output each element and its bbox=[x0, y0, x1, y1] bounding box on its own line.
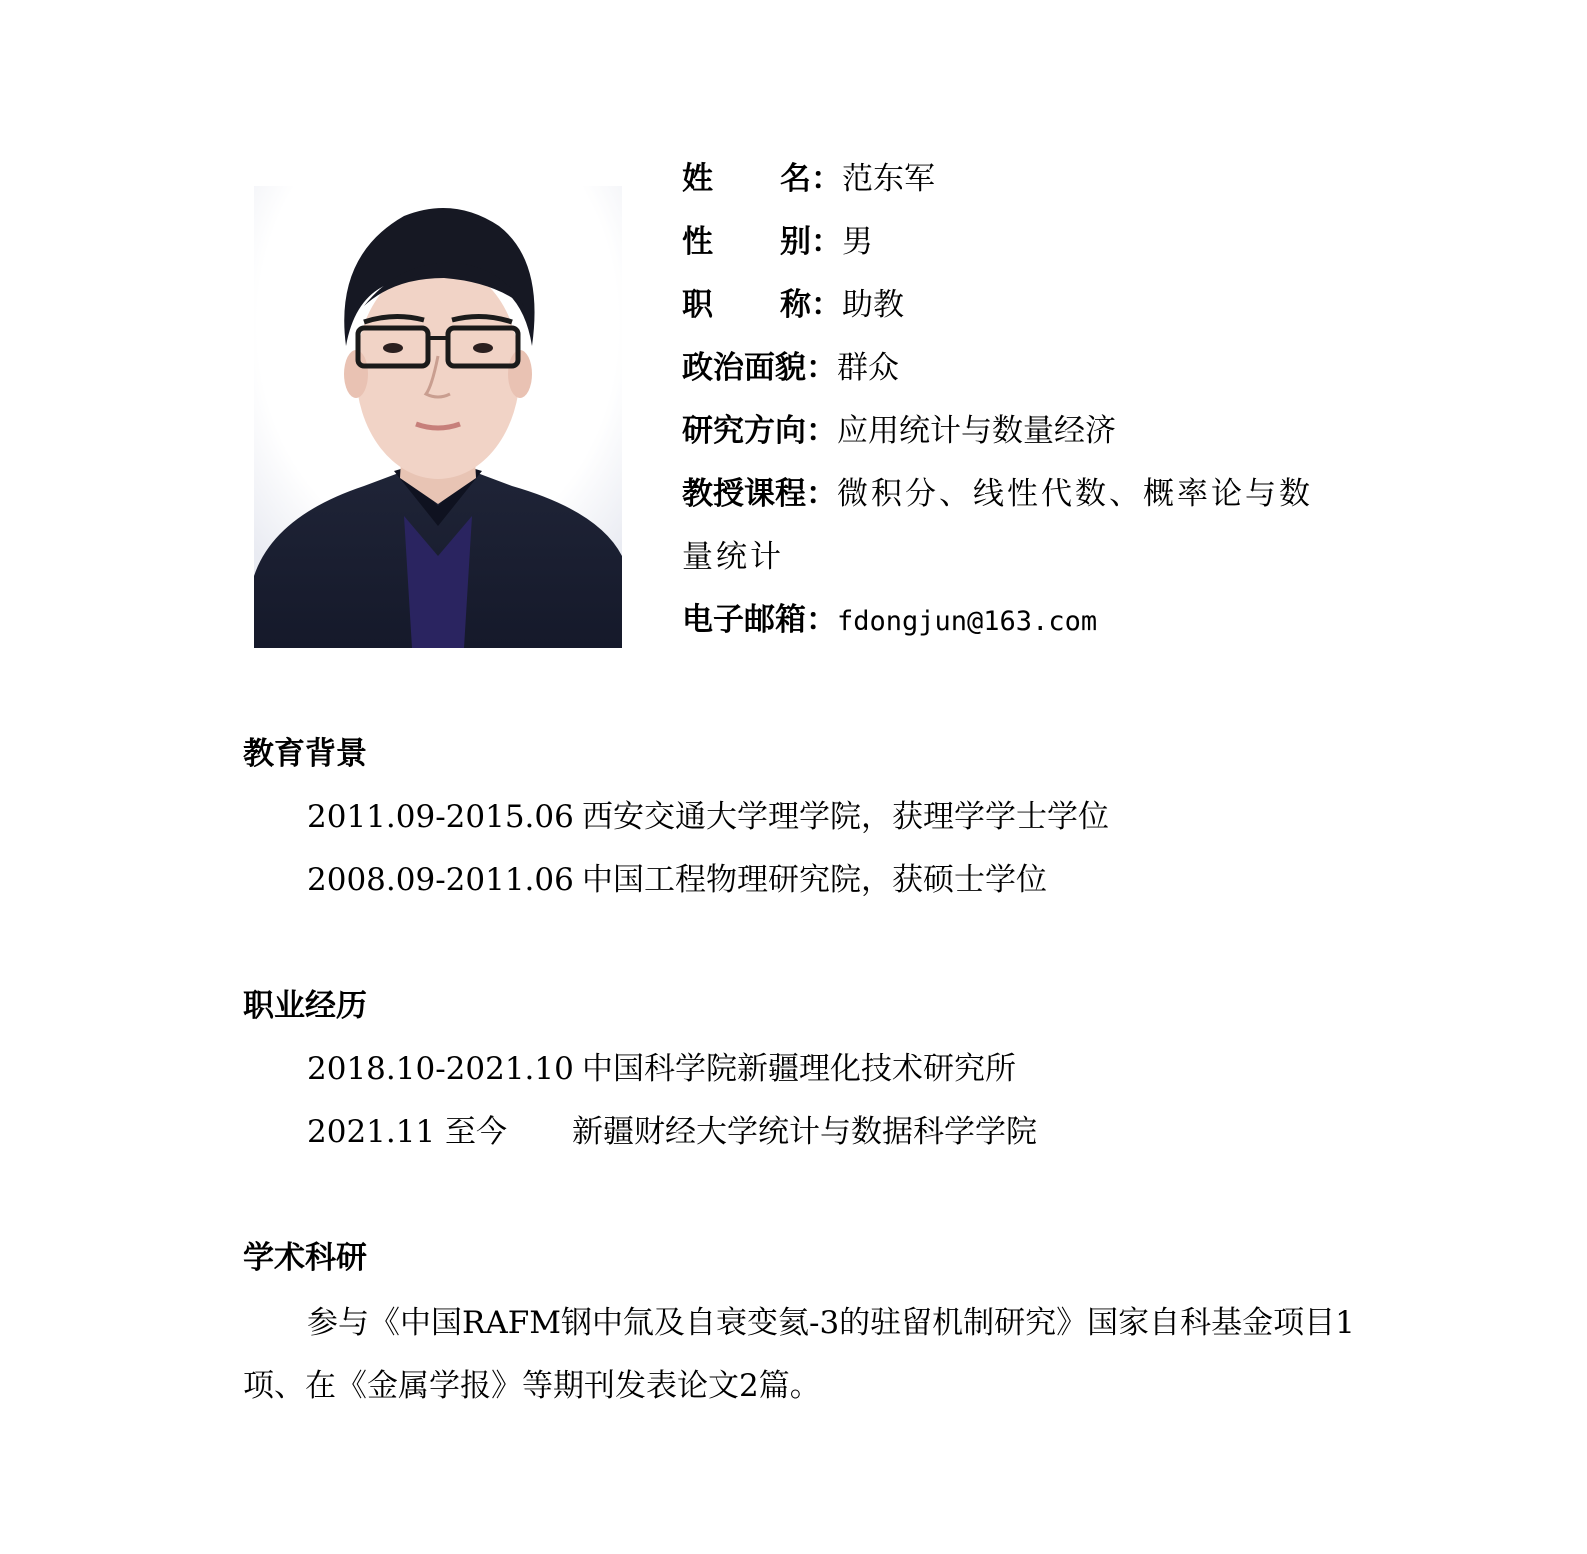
email-row bbox=[682, 589, 1332, 653]
job-title-value: 助教 bbox=[842, 287, 904, 323]
courses-row bbox=[682, 463, 1332, 589]
career-title: 职业经历 bbox=[243, 988, 367, 1024]
research-title: 学术科研 bbox=[243, 1240, 367, 1276]
name-row bbox=[682, 148, 1332, 211]
courses-label: 教授课程： bbox=[682, 476, 837, 512]
email-label: 电子邮箱： bbox=[682, 602, 837, 638]
courses-value: 微积分、线性代数、概率论与数量统计 bbox=[682, 476, 1313, 575]
research-direction-value: 应用统计与数量经济 bbox=[837, 413, 1116, 449]
gender-row bbox=[682, 211, 1332, 274]
political-label: 政治面貌： bbox=[682, 350, 837, 386]
career-text: 中国科学院新疆理化技术研究所 bbox=[582, 1051, 1016, 1087]
career-entry bbox=[307, 1106, 1037, 1151]
career-text: 新疆财经大学统计与数据科学学院 bbox=[572, 1114, 1037, 1150]
political-row bbox=[682, 337, 1332, 400]
education-entry bbox=[307, 854, 1047, 899]
research-direction-row bbox=[682, 400, 1332, 463]
name-label: 姓 名： bbox=[682, 161, 842, 197]
career-date: 2018.10-2021.10 bbox=[307, 1051, 574, 1087]
political-value: 群众 bbox=[837, 350, 899, 386]
education-entry bbox=[307, 791, 1109, 836]
education-text: 西安交通大学理学院，获理学学士学位 bbox=[582, 799, 1109, 835]
career-date: 2021.11 至今 bbox=[307, 1114, 508, 1150]
education-date: 2008.09-2011.06 bbox=[307, 862, 574, 898]
job-title-row bbox=[682, 274, 1332, 337]
profile-info bbox=[682, 148, 1332, 653]
profile-photo bbox=[254, 186, 622, 648]
research-paragraph: 参与《中国RAFM钢中氚及自衰变氦-3的驻留机制研究》国家自科基金项目1项、在《金属学报》等期刊发表论文2篇。 bbox=[243, 1305, 1355, 1404]
gender-value: 男 bbox=[842, 224, 873, 260]
gender-label: 性 别： bbox=[682, 224, 842, 260]
education-title: 教育背景 bbox=[243, 736, 367, 772]
job-title-label: 职 称： bbox=[682, 287, 842, 323]
research-direction-label: 研究方向： bbox=[682, 413, 837, 449]
career-entry bbox=[307, 1043, 1016, 1088]
education-text: 中国工程物理研究院，获硕士学位 bbox=[582, 862, 1047, 898]
email-value: fdongjun@163.com bbox=[837, 606, 1098, 637]
name-value: 范东军 bbox=[842, 161, 935, 197]
education-date: 2011.09-2015.06 bbox=[307, 799, 574, 835]
